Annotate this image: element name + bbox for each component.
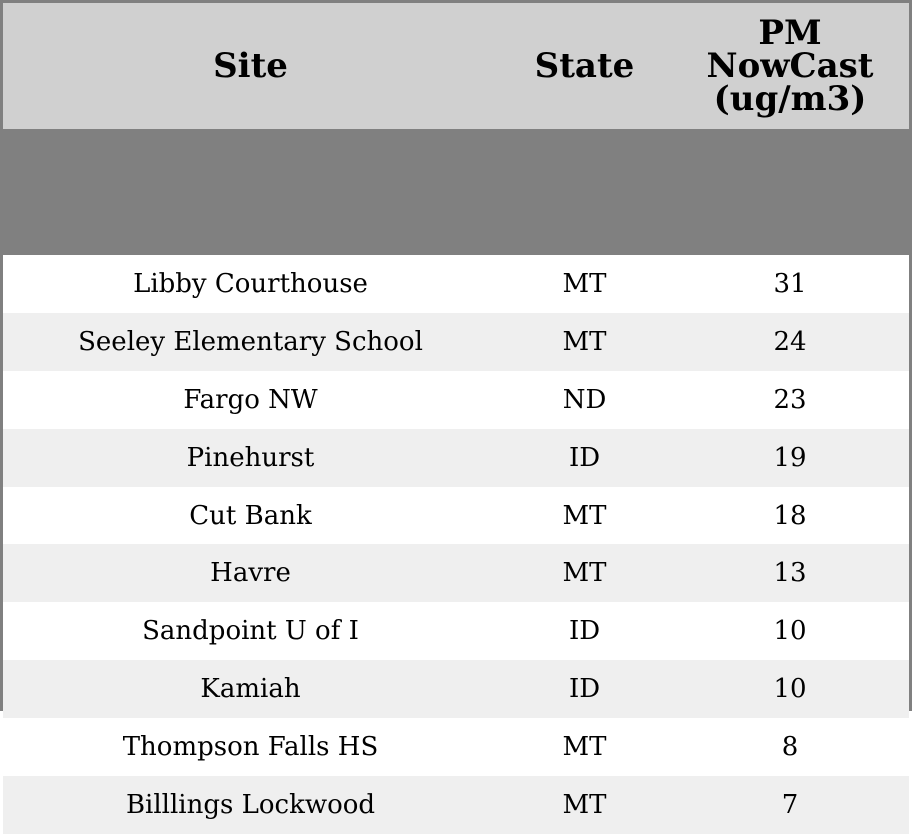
cell-site: Cut Bank xyxy=(189,500,312,531)
cell-site: Pinehurst xyxy=(186,442,315,473)
cell-site: Libby Courthouse xyxy=(133,268,368,299)
cell-site: Fargo NW xyxy=(183,384,318,415)
cell-state: ID xyxy=(568,442,601,473)
cell-state: ND xyxy=(562,384,607,415)
header-pm-nowcast xyxy=(671,3,909,129)
table-row xyxy=(3,371,909,429)
cell-site: Sandpoint U of I xyxy=(142,616,359,647)
header-pm-nowcast-label: PM NowCast (ug/m3) xyxy=(706,12,874,119)
table-row xyxy=(3,313,909,371)
cell-state: MT xyxy=(562,268,607,299)
cell-pm-nowcast: 10 xyxy=(773,674,807,705)
cell-site: Kamiah xyxy=(200,674,301,705)
cell-state: ID xyxy=(568,674,601,705)
header-site: Site xyxy=(213,45,288,86)
table-body xyxy=(3,255,909,834)
pm-nowcast-table xyxy=(3,3,909,834)
cell-state: ID xyxy=(568,616,601,647)
cell-pm-nowcast: 18 xyxy=(773,500,807,531)
cell-state: MT xyxy=(562,558,607,589)
cell-pm-nowcast: 23 xyxy=(773,384,807,415)
cell-pm-nowcast: 31 xyxy=(773,268,807,299)
cell-site: Billlings Lockwood xyxy=(125,789,376,820)
cell-state: MT xyxy=(562,326,607,357)
cell-pm-nowcast: 8 xyxy=(781,732,799,763)
cell-state: MT xyxy=(562,500,607,531)
table-row xyxy=(3,718,909,776)
cell-site: Havre xyxy=(210,558,291,589)
table-row xyxy=(3,544,909,602)
cell-pm-nowcast: 7 xyxy=(781,789,799,820)
cell-state: MT xyxy=(562,789,607,820)
header-state: State xyxy=(534,45,635,86)
cell-pm-nowcast: 19 xyxy=(773,442,807,473)
table-header-row xyxy=(3,3,909,129)
table-row xyxy=(3,255,909,313)
cell-site: Seeley Elementary School xyxy=(78,326,423,357)
table-row xyxy=(3,776,909,834)
cell-state: MT xyxy=(562,732,607,763)
cell-pm-nowcast: 24 xyxy=(773,326,807,357)
header-separator xyxy=(3,129,909,255)
cell-site: Thompson Falls HS xyxy=(122,732,379,763)
table-row xyxy=(3,602,909,660)
cell-pm-nowcast: 10 xyxy=(773,616,807,647)
table-row xyxy=(3,429,909,487)
table-row xyxy=(3,487,909,545)
table-row xyxy=(3,660,909,718)
cell-pm-nowcast: 13 xyxy=(773,558,807,589)
